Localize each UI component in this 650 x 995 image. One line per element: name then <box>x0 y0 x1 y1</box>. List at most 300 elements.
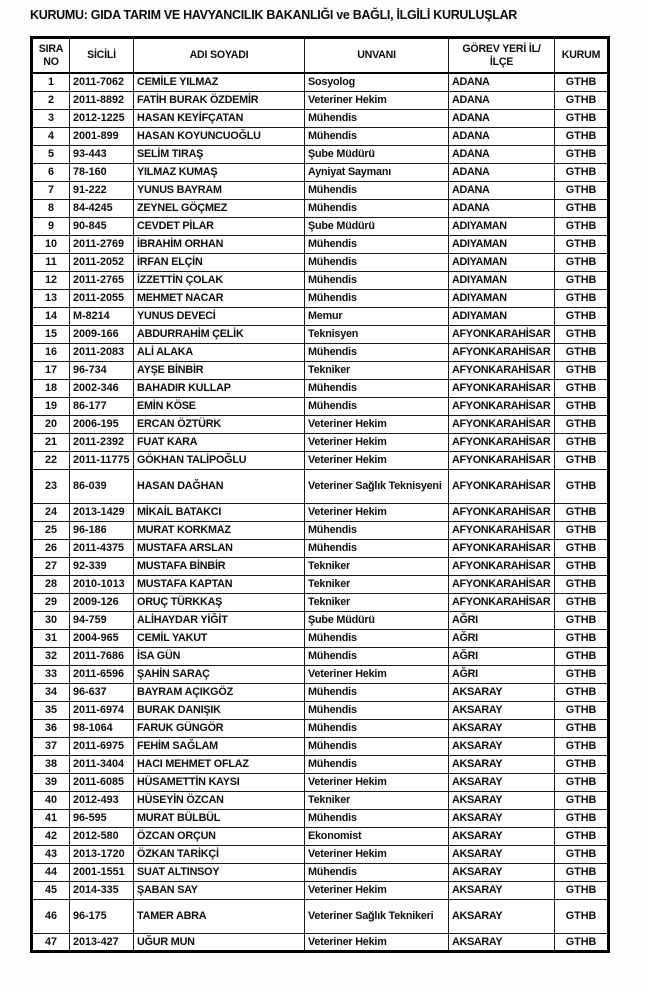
table-row <box>32 397 609 415</box>
table-row <box>32 145 609 163</box>
table-row <box>32 881 609 899</box>
cell-kurum: GTHB <box>555 73 609 91</box>
cell-unvani: Mühendis <box>305 863 449 881</box>
cell-sicil: 2011-8892 <box>70 91 134 109</box>
cell-sira-no: 8 <box>32 199 70 217</box>
cell-sicil: 2011-2052 <box>70 253 134 271</box>
column-header-sira-no: SIRA NO <box>32 38 70 74</box>
cell-unvani: Mühendis <box>305 755 449 773</box>
cell-sicil: 2013-1429 <box>70 503 134 521</box>
cell-gorev-yeri: ADANA <box>449 181 555 199</box>
cell-unvani: Veteriner Hekim <box>305 503 449 521</box>
cell-adi-soyadi: AYŞE BİNBİR <box>134 361 305 379</box>
table-row <box>32 683 609 701</box>
cell-gorev-yeri: AKSARAY <box>449 719 555 737</box>
cell-gorev-yeri: AKSARAY <box>449 683 555 701</box>
cell-kurum: GTHB <box>555 575 609 593</box>
cell-unvani: Mühendis <box>305 343 449 361</box>
cell-kurum: GTHB <box>555 127 609 145</box>
table-row <box>32 701 609 719</box>
cell-unvani: Mühendis <box>305 737 449 755</box>
cell-gorev-yeri: AKSARAY <box>449 933 555 951</box>
cell-sira-no: 33 <box>32 665 70 683</box>
cell-gorev-yeri: AKSARAY <box>449 863 555 881</box>
cell-sira-no: 10 <box>32 235 70 253</box>
cell-adi-soyadi: CEMİLE YILMAZ <box>134 73 305 91</box>
cell-gorev-yeri: AKSARAY <box>449 845 555 863</box>
cell-adi-soyadi: CEVDET PİLAR <box>134 217 305 235</box>
cell-kurum: GTHB <box>555 503 609 521</box>
table-row <box>32 737 609 755</box>
cell-adi-soyadi: YUNUS BAYRAM <box>134 181 305 199</box>
cell-gorev-yeri: AĞRI <box>449 647 555 665</box>
cell-adi-soyadi: BAYRAM AÇIKGÖZ <box>134 683 305 701</box>
cell-sicil: 2011-4375 <box>70 539 134 557</box>
cell-gorev-yeri: ADIYAMAN <box>449 235 555 253</box>
cell-sicil: 91-222 <box>70 181 134 199</box>
cell-sira-no: 16 <box>32 343 70 361</box>
cell-unvani: Tekniker <box>305 791 449 809</box>
cell-kurum: GTHB <box>555 827 609 845</box>
cell-adi-soyadi: BAHADIR KULLAP <box>134 379 305 397</box>
cell-gorev-yeri: AĞRI <box>449 629 555 647</box>
cell-gorev-yeri: AKSARAY <box>449 773 555 791</box>
cell-sicil: 2004-965 <box>70 629 134 647</box>
table-row <box>32 361 609 379</box>
cell-unvani: Mühendis <box>305 647 449 665</box>
cell-unvani: Veteriner Sağlık Teknikeri <box>305 899 449 933</box>
column-header-gorev-yeri: GÖREV YERİ İL/İLÇE <box>449 38 555 74</box>
table-row <box>32 575 609 593</box>
cell-adi-soyadi: ERCAN ÖZTÜRK <box>134 415 305 433</box>
cell-gorev-yeri: ADIYAMAN <box>449 289 555 307</box>
cell-sicil: 78-160 <box>70 163 134 181</box>
cell-adi-soyadi: FEHİM SAĞLAM <box>134 737 305 755</box>
table-row <box>32 199 609 217</box>
cell-unvani: Teknisyen <box>305 325 449 343</box>
cell-sicil: 93-443 <box>70 145 134 163</box>
cell-sira-no: 17 <box>32 361 70 379</box>
cell-unvani: Tekniker <box>305 593 449 611</box>
table-row <box>32 433 609 451</box>
cell-sira-no: 39 <box>32 773 70 791</box>
cell-unvani: Mühendis <box>305 701 449 719</box>
cell-unvani: Şube Müdürü <box>305 145 449 163</box>
cell-unvani: Mühendis <box>305 629 449 647</box>
cell-gorev-yeri: ADANA <box>449 145 555 163</box>
cell-sira-no: 45 <box>32 881 70 899</box>
cell-kurum: GTHB <box>555 469 609 503</box>
table-row <box>32 127 609 145</box>
cell-sira-no: 34 <box>32 683 70 701</box>
cell-adi-soyadi: ABDURRAHİM ÇELİK <box>134 325 305 343</box>
cell-kurum: GTHB <box>555 557 609 575</box>
cell-gorev-yeri: AFYONKARAHİSAR <box>449 343 555 361</box>
cell-gorev-yeri: AFYONKARAHİSAR <box>449 397 555 415</box>
table-row <box>32 343 609 361</box>
cell-sira-no: 28 <box>32 575 70 593</box>
cell-kurum: GTHB <box>555 217 609 235</box>
cell-unvani: Ayniyat Saymanı <box>305 163 449 181</box>
cell-gorev-yeri: AKSARAY <box>449 701 555 719</box>
cell-sicil: 96-595 <box>70 809 134 827</box>
cell-sicil: 92-339 <box>70 557 134 575</box>
table-row <box>32 163 609 181</box>
cell-sira-no: 26 <box>32 539 70 557</box>
cell-adi-soyadi: İBRAHİM ORHAN <box>134 235 305 253</box>
cell-adi-soyadi: YILMAZ KUMAŞ <box>134 163 305 181</box>
table-row <box>32 469 609 503</box>
cell-sicil: 2011-2769 <box>70 235 134 253</box>
table-row <box>32 289 609 307</box>
table-row <box>32 845 609 863</box>
cell-adi-soyadi: ÖZCAN ORÇUN <box>134 827 305 845</box>
cell-kurum: GTHB <box>555 307 609 325</box>
cell-unvani: Mühendis <box>305 539 449 557</box>
cell-gorev-yeri: AFYONKARAHİSAR <box>449 539 555 557</box>
cell-sira-no: 1 <box>32 73 70 91</box>
cell-sira-no: 31 <box>32 629 70 647</box>
cell-sicil: 2011-7062 <box>70 73 134 91</box>
cell-kurum: GTHB <box>555 881 609 899</box>
cell-gorev-yeri: AKSARAY <box>449 755 555 773</box>
column-header-unvani: UNVANI <box>305 38 449 74</box>
cell-kurum: GTHB <box>555 933 609 951</box>
cell-kurum: GTHB <box>555 737 609 755</box>
cell-kurum: GTHB <box>555 163 609 181</box>
personnel-table <box>30 36 610 953</box>
cell-unvani: Tekniker <box>305 557 449 575</box>
table-row <box>32 665 609 683</box>
cell-adi-soyadi: FUAT KARA <box>134 433 305 451</box>
cell-sicil: M-8214 <box>70 307 134 325</box>
table-row <box>32 539 609 557</box>
cell-sira-no: 15 <box>32 325 70 343</box>
cell-unvani: Ekonomist <box>305 827 449 845</box>
cell-sicil: 2002-346 <box>70 379 134 397</box>
personnel-table-header <box>32 38 609 74</box>
cell-sira-no: 18 <box>32 379 70 397</box>
cell-kurum: GTHB <box>555 665 609 683</box>
cell-kurum: GTHB <box>555 145 609 163</box>
cell-gorev-yeri: AĞRI <box>449 611 555 629</box>
cell-gorev-yeri: AFYONKARAHİSAR <box>449 557 555 575</box>
cell-sicil: 2009-126 <box>70 593 134 611</box>
cell-adi-soyadi: MUSTAFA KAPTAN <box>134 575 305 593</box>
cell-sira-no: 29 <box>32 593 70 611</box>
cell-adi-soyadi: HASAN KOYUNCUOĞLU <box>134 127 305 145</box>
cell-sicil: 96-186 <box>70 521 134 539</box>
cell-adi-soyadi: HÜSEYİN ÖZCAN <box>134 791 305 809</box>
cell-unvani: Veteriner Hekim <box>305 773 449 791</box>
cell-adi-soyadi: İZZETTİN ÇOLAK <box>134 271 305 289</box>
cell-unvani: Veteriner Hekim <box>305 845 449 863</box>
cell-unvani: Veteriner Hekim <box>305 433 449 451</box>
cell-kurum: GTHB <box>555 521 609 539</box>
cell-sicil: 90-845 <box>70 217 134 235</box>
cell-sicil: 86-177 <box>70 397 134 415</box>
cell-unvani: Mühendis <box>305 253 449 271</box>
cell-kurum: GTHB <box>555 181 609 199</box>
table-row <box>32 933 609 951</box>
table-row <box>32 755 609 773</box>
cell-gorev-yeri: ADANA <box>449 163 555 181</box>
cell-sira-no: 32 <box>32 647 70 665</box>
cell-gorev-yeri: AFYONKARAHİSAR <box>449 379 555 397</box>
cell-kurum: GTHB <box>555 791 609 809</box>
cell-sira-no: 5 <box>32 145 70 163</box>
cell-adi-soyadi: MİKAİL BATAKCI <box>134 503 305 521</box>
cell-gorev-yeri: AĞRI <box>449 665 555 683</box>
cell-unvani: Şube Müdürü <box>305 611 449 629</box>
cell-unvani: Mühendis <box>305 719 449 737</box>
table-row <box>32 253 609 271</box>
header-row <box>32 38 609 74</box>
cell-unvani: Mühendis <box>305 683 449 701</box>
cell-kurum: GTHB <box>555 91 609 109</box>
cell-adi-soyadi: HASAN KEYİFÇATAN <box>134 109 305 127</box>
cell-sicil: 2012-1225 <box>70 109 134 127</box>
cell-kurum: GTHB <box>555 361 609 379</box>
cell-gorev-yeri: AFYONKARAHİSAR <box>449 415 555 433</box>
cell-kurum: GTHB <box>555 611 609 629</box>
cell-sira-no: 9 <box>32 217 70 235</box>
cell-unvani: Mühendis <box>305 379 449 397</box>
cell-unvani: Mühendis <box>305 289 449 307</box>
cell-unvani: Mühendis <box>305 809 449 827</box>
cell-unvani: Tekniker <box>305 361 449 379</box>
table-row <box>32 109 609 127</box>
cell-sira-no: 14 <box>32 307 70 325</box>
cell-gorev-yeri: AFYONKARAHİSAR <box>449 575 555 593</box>
cell-kurum: GTHB <box>555 379 609 397</box>
cell-sicil: 2011-11775 <box>70 451 134 469</box>
cell-adi-soyadi: MEHMET NACAR <box>134 289 305 307</box>
cell-gorev-yeri: AKSARAY <box>449 827 555 845</box>
table-row <box>32 307 609 325</box>
cell-sira-no: 25 <box>32 521 70 539</box>
cell-sira-no: 23 <box>32 469 70 503</box>
cell-gorev-yeri: AFYONKARAHİSAR <box>449 469 555 503</box>
cell-unvani: Veteriner Hekim <box>305 451 449 469</box>
column-header-adi-soyadi: ADI SOYADI <box>134 38 305 74</box>
table-row <box>32 91 609 109</box>
cell-sicil: 2011-2765 <box>70 271 134 289</box>
cell-unvani: Mühendis <box>305 235 449 253</box>
table-row <box>32 899 609 933</box>
cell-gorev-yeri: AFYONKARAHİSAR <box>449 451 555 469</box>
cell-sicil: 2011-2055 <box>70 289 134 307</box>
cell-gorev-yeri: ADANA <box>449 127 555 145</box>
cell-sira-no: 44 <box>32 863 70 881</box>
cell-sira-no: 12 <box>32 271 70 289</box>
cell-kurum: GTHB <box>555 647 609 665</box>
cell-kurum: GTHB <box>555 845 609 863</box>
cell-kurum: GTHB <box>555 199 609 217</box>
cell-sira-no: 40 <box>32 791 70 809</box>
cell-sicil: 2012-493 <box>70 791 134 809</box>
cell-unvani: Tekniker <box>305 575 449 593</box>
cell-unvani: Veteriner Hekim <box>305 881 449 899</box>
cell-sicil: 2001-899 <box>70 127 134 145</box>
cell-adi-soyadi: MUSTAFA ARSLAN <box>134 539 305 557</box>
cell-kurum: GTHB <box>555 325 609 343</box>
cell-gorev-yeri: AKSARAY <box>449 899 555 933</box>
table-row <box>32 521 609 539</box>
cell-sira-no: 30 <box>32 611 70 629</box>
cell-gorev-yeri: AFYONKARAHİSAR <box>449 361 555 379</box>
cell-adi-soyadi: FARUK GÜNGÖR <box>134 719 305 737</box>
cell-sira-no: 41 <box>32 809 70 827</box>
cell-gorev-yeri: ADANA <box>449 91 555 109</box>
cell-adi-soyadi: HASAN DAĞHAN <box>134 469 305 503</box>
cell-sicil: 86-039 <box>70 469 134 503</box>
cell-gorev-yeri: AKSARAY <box>449 809 555 827</box>
cell-sicil: 2012-580 <box>70 827 134 845</box>
cell-kurum: GTHB <box>555 701 609 719</box>
personnel-table-body <box>32 73 609 951</box>
cell-adi-soyadi: ŞABAN SAY <box>134 881 305 899</box>
cell-adi-soyadi: EMİN KÖSE <box>134 397 305 415</box>
cell-kurum: GTHB <box>555 629 609 647</box>
cell-sicil: 96-175 <box>70 899 134 933</box>
cell-unvani: Mühendis <box>305 271 449 289</box>
cell-sicil: 2006-195 <box>70 415 134 433</box>
cell-sicil: 84-4245 <box>70 199 134 217</box>
cell-unvani: Memur <box>305 307 449 325</box>
cell-adi-soyadi: BURAK DANIŞIK <box>134 701 305 719</box>
table-row <box>32 503 609 521</box>
cell-sira-no: 36 <box>32 719 70 737</box>
cell-unvani: Mühendis <box>305 397 449 415</box>
table-row <box>32 557 609 575</box>
table-row <box>32 451 609 469</box>
cell-adi-soyadi: HÜSAMETTİN KAYSI <box>134 773 305 791</box>
cell-kurum: GTHB <box>555 593 609 611</box>
cell-gorev-yeri: ADIYAMAN <box>449 271 555 289</box>
cell-kurum: GTHB <box>555 773 609 791</box>
cell-sira-no: 38 <box>32 755 70 773</box>
table-row <box>32 73 609 91</box>
table-row <box>32 611 609 629</box>
cell-gorev-yeri: AFYONKARAHİSAR <box>449 325 555 343</box>
cell-sicil: 2011-6596 <box>70 665 134 683</box>
cell-kurum: GTHB <box>555 899 609 933</box>
cell-sira-no: 11 <box>32 253 70 271</box>
cell-kurum: GTHB <box>555 451 609 469</box>
cell-kurum: GTHB <box>555 539 609 557</box>
cell-kurum: GTHB <box>555 809 609 827</box>
cell-unvani: Sosyolog <box>305 73 449 91</box>
column-header-sicili: SİCİLİ <box>70 38 134 74</box>
cell-sira-no: 22 <box>32 451 70 469</box>
cell-adi-soyadi: CEMİL YAKUT <box>134 629 305 647</box>
document-title: KURUMU: GIDA TARIM VE HAVYANCILIK BAKANLIĞI ve BAĞLI, İLGİLİ KURULUŞLAR <box>30 8 518 22</box>
table-row <box>32 415 609 433</box>
table-row <box>32 217 609 235</box>
cell-sira-no: 42 <box>32 827 70 845</box>
table-row <box>32 827 609 845</box>
cell-sira-no: 4 <box>32 127 70 145</box>
cell-gorev-yeri: ADANA <box>449 109 555 127</box>
cell-gorev-yeri: ADIYAMAN <box>449 253 555 271</box>
cell-sicil: 2009-166 <box>70 325 134 343</box>
cell-sicil: 2011-6975 <box>70 737 134 755</box>
cell-sira-no: 35 <box>32 701 70 719</box>
cell-unvani: Veteriner Hekim <box>305 91 449 109</box>
table-row <box>32 271 609 289</box>
cell-unvani: Veteriner Hekim <box>305 665 449 683</box>
cell-sira-no: 37 <box>32 737 70 755</box>
cell-sicil: 2011-2392 <box>70 433 134 451</box>
cell-adi-soyadi: SUAT ALTINSOY <box>134 863 305 881</box>
cell-sicil: 2011-3404 <box>70 755 134 773</box>
cell-sicil: 98-1064 <box>70 719 134 737</box>
cell-adi-soyadi: MUSTAFA BİNBİR <box>134 557 305 575</box>
cell-unvani: Veteriner Hekim <box>305 415 449 433</box>
cell-adi-soyadi: HACI MEHMET OFLAZ <box>134 755 305 773</box>
cell-adi-soyadi: ALİHAYDAR YİĞİT <box>134 611 305 629</box>
cell-sicil: 96-637 <box>70 683 134 701</box>
cell-adi-soyadi: YUNUS DEVECİ <box>134 307 305 325</box>
cell-sira-no: 47 <box>32 933 70 951</box>
cell-adi-soyadi: ÖZKAN TARİKÇİ <box>134 845 305 863</box>
cell-sicil: 2013-427 <box>70 933 134 951</box>
cell-kurum: GTHB <box>555 415 609 433</box>
cell-kurum: GTHB <box>555 289 609 307</box>
cell-adi-soyadi: SELİM TIRAŞ <box>134 145 305 163</box>
cell-gorev-yeri: ADIYAMAN <box>449 307 555 325</box>
table-row <box>32 647 609 665</box>
cell-sicil: 2014-335 <box>70 881 134 899</box>
table-row <box>32 773 609 791</box>
cell-sira-no: 2 <box>32 91 70 109</box>
cell-gorev-yeri: ADANA <box>449 199 555 217</box>
table-row <box>32 863 609 881</box>
cell-gorev-yeri: AKSARAY <box>449 791 555 809</box>
cell-sicil: 2013-1720 <box>70 845 134 863</box>
cell-adi-soyadi: İRFAN ELÇİN <box>134 253 305 271</box>
cell-gorev-yeri: AFYONKARAHİSAR <box>449 433 555 451</box>
table-row <box>32 719 609 737</box>
cell-unvani: Mühendis <box>305 127 449 145</box>
table-row <box>32 593 609 611</box>
cell-sicil: 94-759 <box>70 611 134 629</box>
table-row <box>32 791 609 809</box>
cell-adi-soyadi: ALİ ALAKA <box>134 343 305 361</box>
cell-kurum: GTHB <box>555 343 609 361</box>
cell-adi-soyadi: TAMER ABRA <box>134 899 305 933</box>
cell-kurum: GTHB <box>555 397 609 415</box>
cell-gorev-yeri: AFYONKARAHİSAR <box>449 503 555 521</box>
cell-adi-soyadi: İSA GÜN <box>134 647 305 665</box>
cell-unvani: Şube Müdürü <box>305 217 449 235</box>
cell-sira-no: 20 <box>32 415 70 433</box>
cell-adi-soyadi: GÖKHAN TALİPOĞLU <box>134 451 305 469</box>
cell-gorev-yeri: AKSARAY <box>449 881 555 899</box>
cell-kurum: GTHB <box>555 863 609 881</box>
cell-kurum: GTHB <box>555 271 609 289</box>
cell-unvani: Veteriner Hekim <box>305 933 449 951</box>
cell-unvani: Mühendis <box>305 109 449 127</box>
cell-sicil: 2011-2083 <box>70 343 134 361</box>
cell-sicil: 2011-7686 <box>70 647 134 665</box>
table-row <box>32 235 609 253</box>
cell-kurum: GTHB <box>555 719 609 737</box>
cell-unvani: Mühendis <box>305 181 449 199</box>
cell-sicil: 2001-1551 <box>70 863 134 881</box>
cell-unvani: Veteriner Sağlık Teknisyeni <box>305 469 449 503</box>
